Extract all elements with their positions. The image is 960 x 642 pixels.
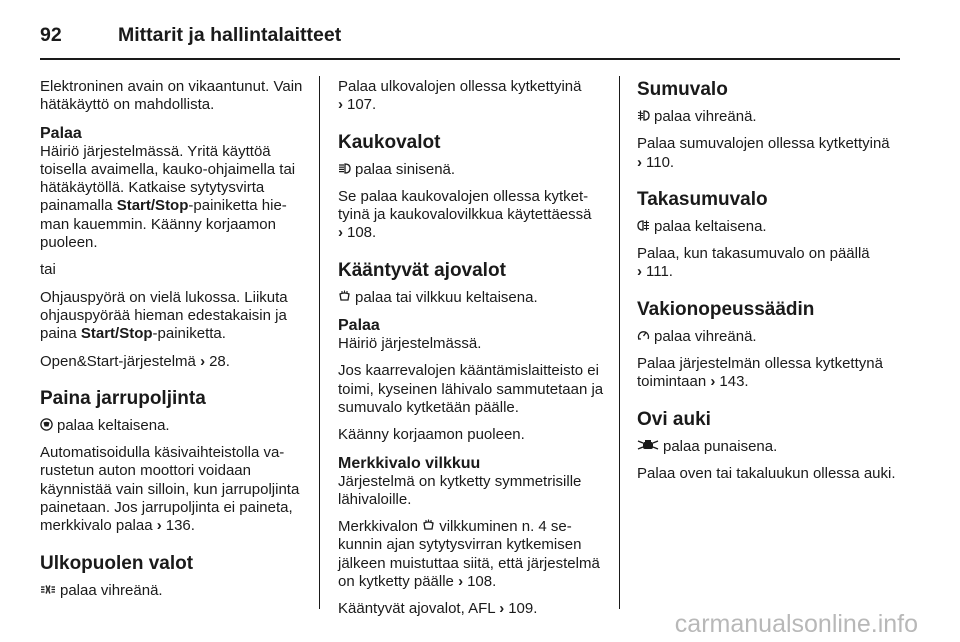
page-title: Mittarit ja hallintalaitteet — [118, 23, 342, 46]
palaa-paragraph: Häiriö järjestelmässä. Yritä käyttöä toisella avaimella, kauko-ohjaimella tai hätäkäytöllä. Katkaise sytytysvirta painamalla Start/Stop-painiketta hieman kauemmin. Käänny korjaamon puoleen. — [40, 142, 296, 252]
high-beam-icon — [338, 162, 351, 175]
door-open-indicator-line: palaa punaisena. — [637, 438, 909, 456]
adaptive-lights-indicator-line: palaa tai vilkkuu keltaisena. — [338, 289, 610, 307]
page-reference[interactable]: › 110. — [637, 154, 674, 171]
column-3 — [637, 78, 909, 492]
rear-fog-icon — [637, 219, 650, 232]
page-reference[interactable]: › 136. — [157, 517, 195, 534]
palaa-heading: Palaa — [40, 124, 82, 142]
rear-fog-heading: Takasumuvalo — [637, 188, 768, 210]
page-reference[interactable]: › 107. — [338, 96, 376, 113]
brake-paragraph: Automatisoidulla käsivaihteistolla varustetun auton moottori voidaan käynnistää vain silloin, kun jarrupoljinta painetaan. Jos jarrupoljinta ei paineta, merkkivalo palaa › 136. — [40, 444, 308, 535]
adaptive-headlight-icon — [422, 519, 435, 532]
fog-light-indicator-line: palaa vihreänä. — [637, 108, 909, 126]
openstart-paragraph: Open&Start-järjestelmä › 28. — [40, 353, 308, 371]
start-stop-label: Start/Stop — [116, 197, 189, 215]
start-stop-label: Start/Stop — [80, 325, 153, 343]
page-reference[interactable]: › 108. — [458, 573, 496, 590]
afl-paragraph: Kääntyvät ajovalot, AFL › 109. — [338, 600, 610, 618]
palaa-heading: Palaa — [338, 317, 380, 335]
header-rule — [40, 58, 900, 60]
fog-light-heading: Sumuvalo — [637, 79, 728, 100]
exterior-lights-indicator-line: palaa vihreänä. — [40, 582, 308, 600]
brake-heading: Paina jarrupoljinta — [40, 387, 206, 409]
adaptive-lights-heading: Kääntyvät ajovalot — [338, 259, 506, 281]
rear-fog-paragraph: Palaa, kun takasumuvalo on päällä › 111. — [637, 245, 909, 282]
page-reference[interactable]: › 111. — [637, 263, 673, 280]
door-open-paragraph: Palaa oven tai takaluukun ollessa auki. — [637, 464, 896, 482]
indicator-flashing-heading: Merkkivalo vilkkuu — [338, 454, 481, 472]
steering-paragraph: Ohjauspyörä on vielä lukossa. Liikuta ohjauspyörää hieman edestakaisin ja paina Start/Stop-painiketta. — [40, 288, 288, 343]
column-divider-2 — [619, 76, 620, 609]
page-reference[interactable]: › 109. — [499, 600, 537, 617]
page-reference[interactable]: › 143. — [710, 373, 748, 390]
brake-indicator-line: palaa keltaisena. — [40, 417, 308, 435]
exterior-lights-heading: Ulkopuolen valot — [40, 552, 194, 574]
high-beam-paragraph: Se palaa kaukovalojen ollessa kytkettyinä ja kaukovalovilkkua käytettäessä › 108. — [338, 188, 610, 243]
page-reference[interactable]: › 28. — [200, 353, 230, 370]
fog-light-paragraph: Palaa sumuvalojen ollessa kytkettyinä › 110. — [637, 135, 909, 172]
door-open-heading: Ovi auki — [637, 408, 711, 430]
exterior-lights-paragraph: Palaa ulkovalojen ollessa kytkettyinä › 107. — [338, 78, 610, 115]
high-beam-heading: Kaukovalot — [338, 131, 441, 153]
side-lights-icon — [40, 583, 56, 596]
page-header — [40, 20, 341, 50]
column-2 — [338, 78, 610, 628]
cornering-fault-paragraph: Jos kaarrevalojen kääntämislaitteisto ei toimi, kyseinen lähivalo sammutetaan ja sumuvalo kytketään päälle. — [338, 362, 604, 416]
palaa-paragraph: Häiriö järjestelmässä. — [338, 335, 482, 353]
symmetric-beam-paragraph: Järjestelmä on kytketty symmetrisille lähivaloille. — [338, 472, 582, 508]
brake-pedal-icon — [40, 418, 53, 431]
column-1 — [40, 78, 308, 609]
rear-fog-indicator-line: palaa keltaisena. — [637, 218, 909, 236]
flashing-paragraph: Merkkivalon vilkkuminen n. 4 sekunnin ajan sytytysvirran kytkemisen jälkeen muistuttaa siitä, että järjestelmä on kytketty päälle › 108. — [338, 518, 610, 591]
front-fog-icon — [637, 109, 650, 122]
cruise-control-paragraph: Palaa järjestelmän ollessa kytkettynä toimintaan › 143. — [637, 355, 909, 392]
cruise-control-heading: Vakionopeussäädin — [637, 298, 815, 320]
high-beam-indicator-line: palaa sinisenä. — [338, 161, 610, 179]
or-text: tai — [40, 261, 56, 279]
page-reference[interactable]: › 108. — [338, 224, 376, 241]
watermark-text: carmanualsonline.info — [674, 610, 918, 638]
door-open-icon — [637, 439, 659, 452]
page-number: 92 — [40, 23, 62, 46]
cruise-control-icon — [637, 329, 650, 342]
adaptive-headlight-icon — [338, 290, 351, 303]
key-fault-text: Elektroninen avain on vikaantunut. Vain hätäkäyttö on mahdollista. — [40, 78, 303, 114]
cruise-control-indicator-line: palaa vihreänä. — [637, 328, 909, 346]
workshop-paragraph: Käänny korjaamon puoleen. — [338, 426, 525, 444]
column-divider-1 — [319, 76, 320, 609]
